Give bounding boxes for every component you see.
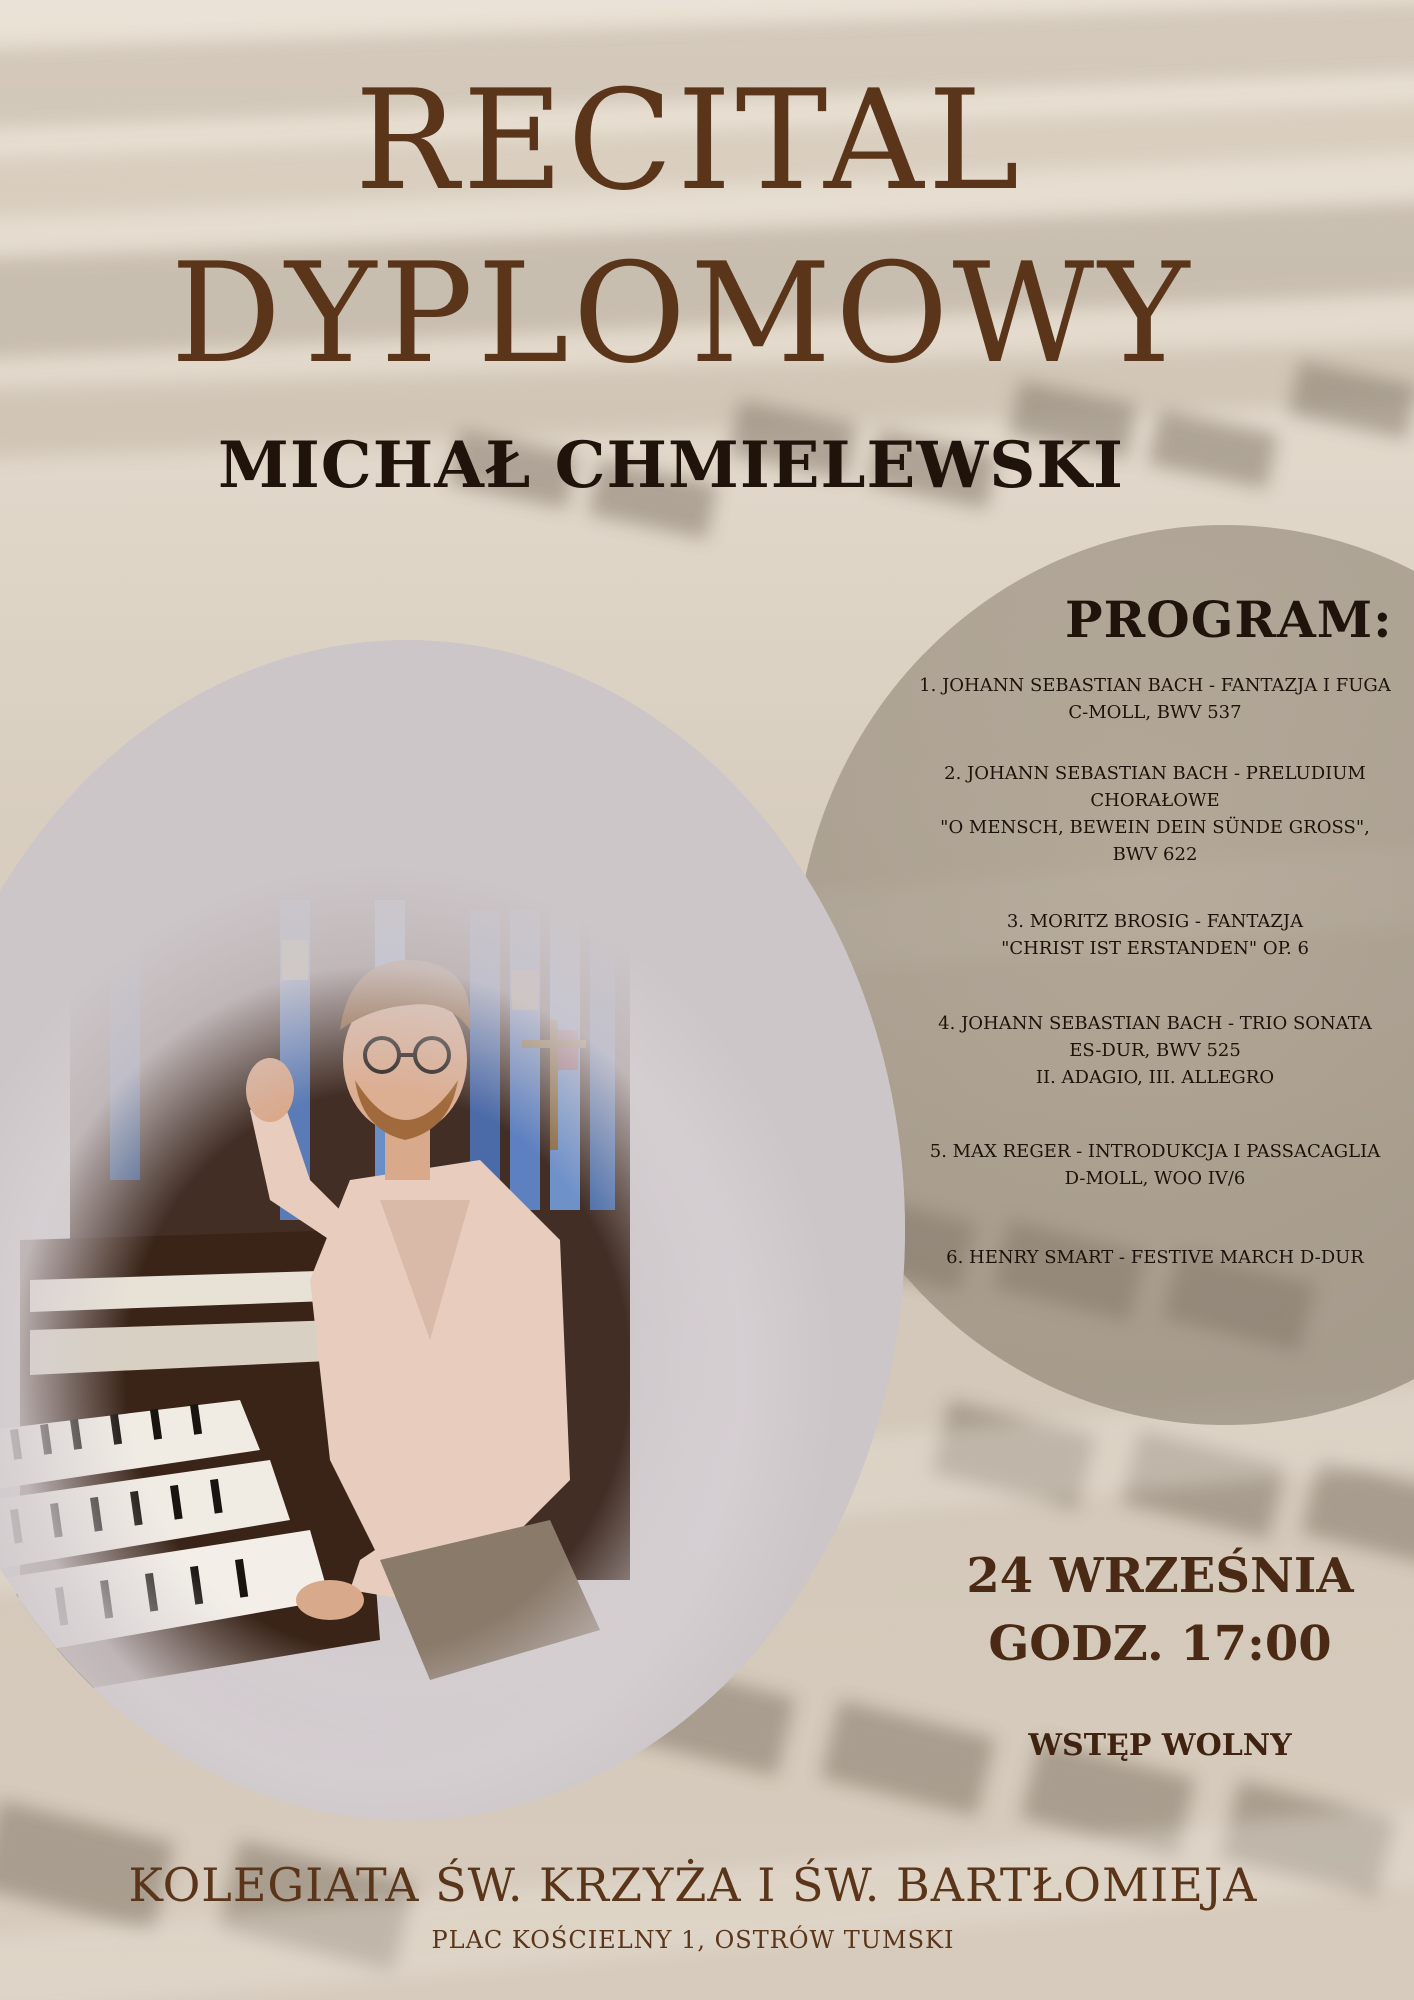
program-heading: PROGRAM: [1065,590,1393,649]
program-item: 2. JOHANN SEBASTIAN BACH - PRELUDIUM CHORAŁOWE "O MENSCH, BEWEIN DEIN SÜNDE GROSS", BWV 622 [940,763,1370,865]
program-item: 4. JOHANN SEBASTIAN BACH - TRIO SONATA ES-DUR, BWV 525 II. ADAGIO, III. ALLEGRO [938,1013,1372,1088]
performer-name: MICHAŁ CHMIELEWSKI [218,428,1124,503]
event-time: GODZ. 17:00 [988,1616,1332,1672]
venue-address: PLAC KOŚCIELNY 1, OSTRÓW TUMSKI [431,1926,955,1954]
title-line-1: RECITAL [354,60,1024,221]
program-item: 6. HENRY SMART - FESTIVE MARCH D-DUR [946,1247,1364,1268]
event-date: 24 WRZEŚNIA [966,1548,1354,1604]
program-item: 5. MAX REGER - INTRODUKCJA I PASSACAGLIA D-MOLL, WOO IV/6 [929,1141,1381,1189]
performer-photo [0,640,905,1820]
program-item: 3. MORITZ BROSIG - FANTAZJA "CHRIST IST ERSTANDEN" OP. 6 [1001,911,1309,959]
venue-name: KOLEGIATA ŚW. KRZYŻA I ŚW. BARTŁOMIEJA [128,1858,1258,1912]
entry-info: WSTĘP WOLNY [1028,1728,1292,1763]
program-item: 1. JOHANN SEBASTIAN BACH - FANTAZJA I FUGA C-MOLL, BWV 537 [919,675,1391,723]
title-line-2: DYPLOMOWY [170,233,1194,394]
